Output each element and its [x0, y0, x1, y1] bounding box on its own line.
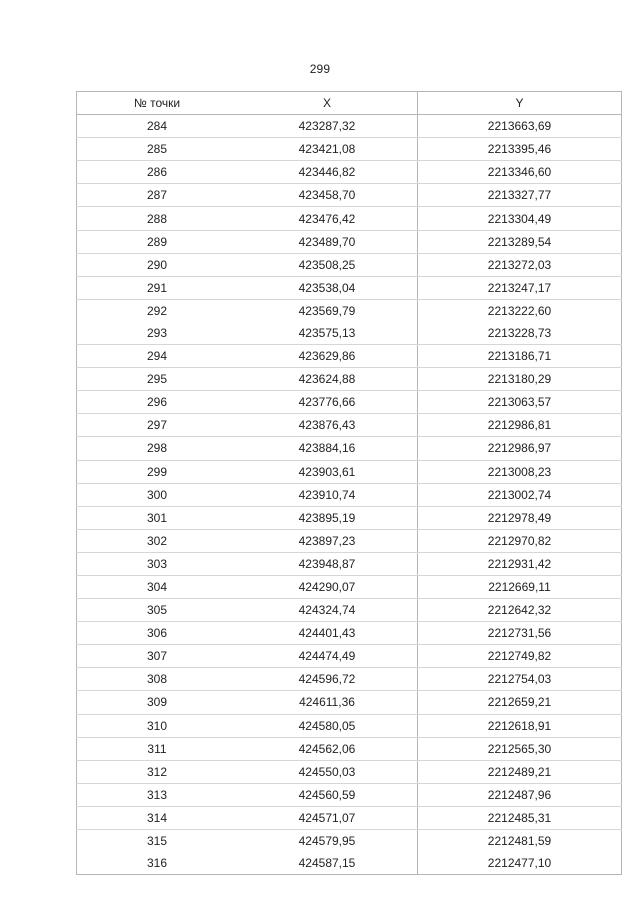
cell-y-coordinate: 2212754,03 — [418, 668, 622, 691]
coordinates-table — [76, 91, 622, 875]
cell-x-coordinate: 423458,70 — [237, 184, 418, 207]
table-row — [77, 437, 622, 460]
cell-point-number: 285 — [77, 138, 238, 161]
cell-x-coordinate: 424579,95 — [237, 830, 418, 853]
cell-point-number: 311 — [77, 737, 238, 760]
cell-point-number: 288 — [77, 207, 238, 230]
table-row — [77, 299, 622, 322]
cell-point-number: 309 — [77, 691, 238, 714]
cell-point-number: 305 — [77, 599, 238, 622]
cell-point-number: 314 — [77, 806, 238, 829]
table-row — [77, 760, 622, 783]
cell-x-coordinate: 423508,25 — [237, 253, 418, 276]
table-row — [77, 599, 622, 622]
cell-y-coordinate: 2212485,31 — [418, 806, 622, 829]
cell-y-coordinate: 2212986,81 — [418, 414, 622, 437]
cell-x-coordinate: 423446,82 — [237, 161, 418, 184]
table-row — [77, 852, 622, 875]
cell-x-coordinate: 423895,19 — [237, 506, 418, 529]
page-number: 299 — [309, 62, 331, 76]
cell-x-coordinate: 424550,03 — [237, 760, 418, 783]
table-row — [77, 668, 622, 691]
cell-y-coordinate: 2213222,60 — [418, 299, 622, 322]
table-row — [77, 691, 622, 714]
cell-point-number: 301 — [77, 506, 238, 529]
cell-y-coordinate: 2213008,23 — [418, 460, 622, 483]
cell-point-number: 287 — [77, 184, 238, 207]
cell-y-coordinate: 2212931,42 — [418, 552, 622, 575]
cell-point-number: 299 — [77, 460, 238, 483]
cell-point-number: 292 — [77, 299, 238, 322]
cell-x-coordinate: 424324,74 — [237, 599, 418, 622]
cell-x-coordinate: 423910,74 — [237, 483, 418, 506]
cell-x-coordinate: 424560,59 — [237, 783, 418, 806]
table-row — [77, 783, 622, 806]
cell-y-coordinate: 2212749,82 — [418, 645, 622, 668]
cell-y-coordinate: 2212669,11 — [418, 575, 622, 598]
cell-x-coordinate: 423476,42 — [237, 207, 418, 230]
table-row — [77, 529, 622, 552]
cell-point-number: 290 — [77, 253, 238, 276]
cell-x-coordinate: 423629,86 — [237, 345, 418, 368]
cell-x-coordinate: 423876,43 — [237, 414, 418, 437]
column-header-point: № точки — [77, 92, 238, 115]
table-row — [77, 806, 622, 829]
cell-point-number: 302 — [77, 529, 238, 552]
cell-x-coordinate: 424587,15 — [237, 852, 418, 875]
cell-point-number: 308 — [77, 668, 238, 691]
table-row — [77, 276, 622, 299]
table-row — [77, 368, 622, 391]
cell-y-coordinate: 2212481,59 — [418, 830, 622, 853]
table-row — [77, 714, 622, 737]
cell-y-coordinate: 2213346,60 — [418, 161, 622, 184]
cell-y-coordinate: 2213228,73 — [418, 322, 622, 345]
cell-point-number: 312 — [77, 760, 238, 783]
cell-x-coordinate: 424596,72 — [237, 668, 418, 691]
table-row — [77, 414, 622, 437]
cell-point-number: 289 — [77, 230, 238, 253]
cell-y-coordinate: 2213063,57 — [418, 391, 622, 414]
cell-y-coordinate: 2212618,91 — [418, 714, 622, 737]
table-row — [77, 575, 622, 598]
table-row — [77, 391, 622, 414]
cell-x-coordinate: 424611,36 — [237, 691, 418, 714]
table-row — [77, 830, 622, 853]
cell-x-coordinate: 423538,04 — [237, 276, 418, 299]
table-row — [77, 184, 622, 207]
cell-x-coordinate: 423624,88 — [237, 368, 418, 391]
cell-point-number: 297 — [77, 414, 238, 437]
cell-y-coordinate: 2213002,74 — [418, 483, 622, 506]
table-row — [77, 645, 622, 668]
cell-point-number: 296 — [77, 391, 238, 414]
cell-point-number: 298 — [77, 437, 238, 460]
cell-x-coordinate: 424474,49 — [237, 645, 418, 668]
table-row — [77, 506, 622, 529]
cell-point-number: 291 — [77, 276, 238, 299]
cell-point-number: 300 — [77, 483, 238, 506]
cell-y-coordinate: 2213395,46 — [418, 138, 622, 161]
cell-x-coordinate: 423569,79 — [237, 299, 418, 322]
cell-x-coordinate: 424580,05 — [237, 714, 418, 737]
cell-point-number: 303 — [77, 552, 238, 575]
cell-y-coordinate: 2213289,54 — [418, 230, 622, 253]
cell-x-coordinate: 424401,43 — [237, 622, 418, 645]
cell-point-number: 286 — [77, 161, 238, 184]
cell-x-coordinate: 423421,08 — [237, 138, 418, 161]
table-row — [77, 737, 622, 760]
table-row — [77, 253, 622, 276]
table-row — [77, 138, 622, 161]
cell-x-coordinate: 423897,23 — [237, 529, 418, 552]
cell-x-coordinate: 423575,13 — [237, 322, 418, 345]
cell-y-coordinate: 2213304,49 — [418, 207, 622, 230]
cell-point-number: 293 — [77, 322, 238, 345]
cell-x-coordinate: 423884,16 — [237, 437, 418, 460]
cell-point-number: 294 — [77, 345, 238, 368]
cell-x-coordinate: 423948,87 — [237, 552, 418, 575]
table-row — [77, 622, 622, 645]
column-header-x: X — [237, 92, 418, 115]
cell-x-coordinate: 423903,61 — [237, 460, 418, 483]
cell-x-coordinate: 424290,07 — [237, 575, 418, 598]
cell-y-coordinate: 2212477,10 — [418, 852, 622, 875]
cell-x-coordinate: 423489,70 — [237, 230, 418, 253]
cell-x-coordinate: 424571,07 — [237, 806, 418, 829]
table-row — [77, 115, 622, 138]
cell-point-number: 310 — [77, 714, 238, 737]
cell-point-number: 306 — [77, 622, 238, 645]
table-row — [77, 230, 622, 253]
cell-x-coordinate: 424562,06 — [237, 737, 418, 760]
table-row — [77, 207, 622, 230]
cell-point-number: 284 — [77, 115, 238, 138]
cell-y-coordinate: 2212489,21 — [418, 760, 622, 783]
cell-y-coordinate: 2212970,82 — [418, 529, 622, 552]
cell-y-coordinate: 2213247,17 — [418, 276, 622, 299]
table-row — [77, 345, 622, 368]
cell-point-number: 295 — [77, 368, 238, 391]
column-header-y: Y — [418, 92, 622, 115]
cell-point-number: 304 — [77, 575, 238, 598]
cell-y-coordinate: 2213180,29 — [418, 368, 622, 391]
cell-point-number: 316 — [77, 852, 238, 875]
table-body — [77, 115, 622, 875]
cell-y-coordinate: 2212642,32 — [418, 599, 622, 622]
table-header-row — [77, 92, 622, 115]
cell-y-coordinate: 2213272,03 — [418, 253, 622, 276]
table-row — [77, 161, 622, 184]
table-row — [77, 552, 622, 575]
cell-y-coordinate: 2212986,97 — [418, 437, 622, 460]
table-row — [77, 483, 622, 506]
table-row — [77, 322, 622, 345]
cell-x-coordinate: 423287,32 — [237, 115, 418, 138]
cell-point-number: 315 — [77, 830, 238, 853]
cell-point-number: 307 — [77, 645, 238, 668]
cell-x-coordinate: 423776,66 — [237, 391, 418, 414]
cell-y-coordinate: 2213327,77 — [418, 184, 622, 207]
cell-y-coordinate: 2212978,49 — [418, 506, 622, 529]
cell-y-coordinate: 2212659,21 — [418, 691, 622, 714]
table-row — [77, 460, 622, 483]
cell-y-coordinate: 2213663,69 — [418, 115, 622, 138]
cell-y-coordinate: 2212731,56 — [418, 622, 622, 645]
cell-y-coordinate: 2213186,71 — [418, 345, 622, 368]
cell-y-coordinate: 2212487,96 — [418, 783, 622, 806]
cell-point-number: 313 — [77, 783, 238, 806]
cell-y-coordinate: 2212565,30 — [418, 737, 622, 760]
